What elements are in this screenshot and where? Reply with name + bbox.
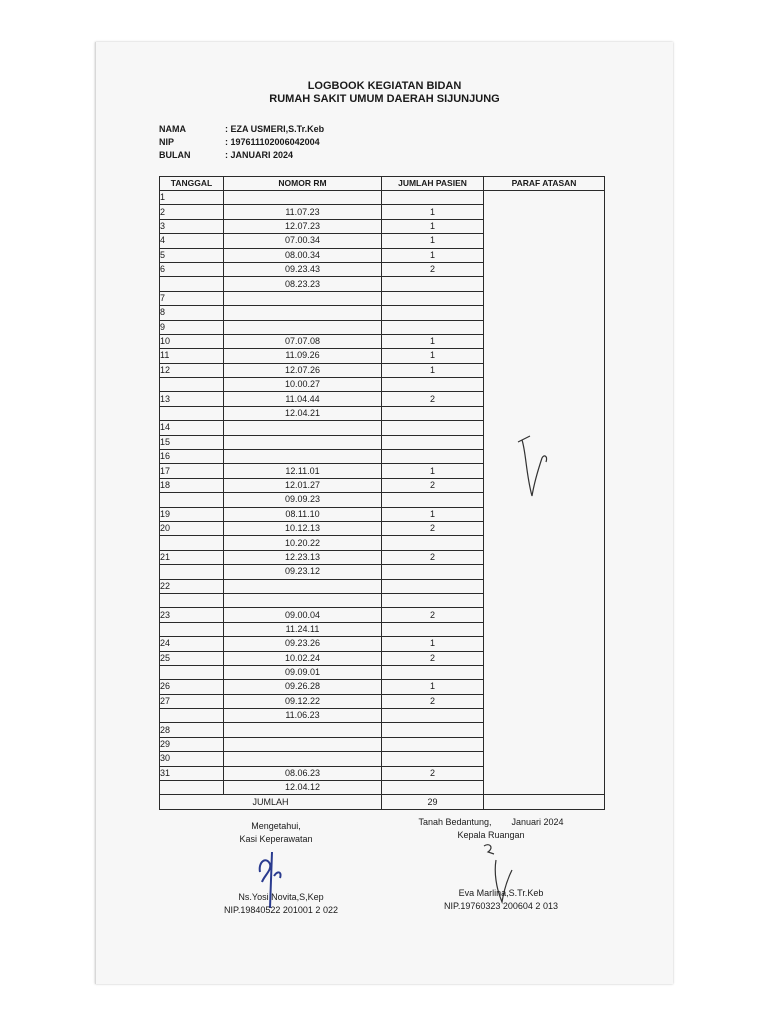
cell-nomor-rm xyxy=(224,291,382,305)
header-tanggal: TANGGAL xyxy=(160,177,224,191)
cell-nomor-rm: 11.07.23 xyxy=(224,205,382,219)
signature-right-heading xyxy=(406,816,576,842)
cell-jumlah-pasien xyxy=(382,752,484,766)
cell-nomor-rm xyxy=(224,450,382,464)
cell-jumlah-pasien xyxy=(382,421,484,435)
cell-tanggal: 9 xyxy=(160,320,224,334)
cell-nomor-rm: 10.00.27 xyxy=(224,378,382,392)
cell-tanggal: 4 xyxy=(160,234,224,248)
cell-jumlah-pasien xyxy=(382,622,484,636)
cell-tanggal: 24 xyxy=(160,637,224,651)
meta-value: : 197611102006042004 xyxy=(225,137,320,147)
document-title xyxy=(96,80,673,106)
meta-row-nip xyxy=(159,136,324,149)
cell-jumlah-pasien xyxy=(382,781,484,795)
cell-tanggal: 29 xyxy=(160,737,224,751)
cell-nomor-rm: 09.23.43 xyxy=(224,262,382,276)
cell-tanggal: 7 xyxy=(160,291,224,305)
cell-tanggal: 28 xyxy=(160,723,224,737)
left-sign-line2: Kasi Keperawatan xyxy=(239,834,313,844)
cell-tanggal: 14 xyxy=(160,421,224,435)
cell-tanggal: 23 xyxy=(160,608,224,622)
cell-nomor-rm xyxy=(224,191,382,205)
meta-value: : EZA USMERI,S.Tr.Keb xyxy=(225,124,325,134)
title-line-2: RUMAH SAKIT UMUM DAERAH SIJUNJUNG xyxy=(269,93,500,105)
cell-jumlah-pasien: 1 xyxy=(382,637,484,651)
cell-nomor-rm xyxy=(224,593,382,607)
cell-jumlah-pasien xyxy=(382,493,484,507)
table-row xyxy=(160,191,605,205)
cell-nomor-rm: 11.24.11 xyxy=(224,622,382,636)
paraf-signature xyxy=(508,434,558,504)
total-label: JUMLAH xyxy=(160,795,382,809)
left-signatory xyxy=(196,891,366,917)
cell-nomor-rm: 11.09.26 xyxy=(224,349,382,363)
cell-jumlah-pasien xyxy=(382,565,484,579)
cell-nomor-rm: 12.23.13 xyxy=(224,550,382,564)
cell-tanggal: 25 xyxy=(160,651,224,665)
cell-nomor-rm xyxy=(224,421,382,435)
right-sign-line2: Kepala Ruangan xyxy=(457,830,525,840)
cell-tanggal: 17 xyxy=(160,464,224,478)
cell-tanggal: 5 xyxy=(160,248,224,262)
cell-nomor-rm xyxy=(224,579,382,593)
cell-tanggal: 22 xyxy=(160,579,224,593)
cell-jumlah-pasien xyxy=(382,536,484,550)
header-nomor-rm: NOMOR RM xyxy=(224,177,382,191)
cell-tanggal: 30 xyxy=(160,752,224,766)
total-row xyxy=(160,795,605,809)
meta-value: : JANUARI 2024 xyxy=(225,150,294,160)
header-paraf-atasan: PARAF ATASAN xyxy=(484,177,605,191)
cell-jumlah-pasien xyxy=(382,593,484,607)
cell-nomor-rm: 12.04.12 xyxy=(224,781,382,795)
cell-nomor-rm xyxy=(224,320,382,334)
logbook-page xyxy=(95,42,673,984)
table-header-row xyxy=(160,177,605,191)
cell-tanggal xyxy=(160,277,224,291)
cell-tanggal: 27 xyxy=(160,694,224,708)
cell-nomor-rm xyxy=(224,752,382,766)
cell-nomor-rm: 08.23.23 xyxy=(224,277,382,291)
cell-tanggal xyxy=(160,665,224,679)
cell-nomor-rm: 08.11.10 xyxy=(224,507,382,521)
cell-jumlah-pasien xyxy=(382,378,484,392)
cell-jumlah-pasien: 2 xyxy=(382,766,484,780)
meta-block xyxy=(159,123,324,162)
left-sign-line1: Mengetahui, xyxy=(251,821,301,831)
cell-tanggal: 11 xyxy=(160,349,224,363)
cell-nomor-rm: 07.07.08 xyxy=(224,334,382,348)
right-signatory xyxy=(416,887,586,913)
cell-jumlah-pasien xyxy=(382,665,484,679)
cell-tanggal: 26 xyxy=(160,680,224,694)
right-signatory-name: Eva Marlina,S.Tr.Keb xyxy=(458,888,544,898)
cell-nomor-rm: 09.09.23 xyxy=(224,493,382,507)
right-signatory-nip: NIP.19760323 200604 2 013 xyxy=(444,901,558,911)
cell-jumlah-pasien xyxy=(382,579,484,593)
cell-nomor-rm: 12.01.27 xyxy=(224,478,382,492)
cell-nomor-rm: 07.00.34 xyxy=(224,234,382,248)
left-signatory-nip: NIP.19840522 201001 2 022 xyxy=(224,905,338,915)
cell-nomor-rm: 09.00.04 xyxy=(224,608,382,622)
cell-nomor-rm: 09.23.12 xyxy=(224,565,382,579)
cell-jumlah-pasien xyxy=(382,435,484,449)
cell-jumlah-pasien: 2 xyxy=(382,521,484,535)
meta-row-nama xyxy=(159,123,324,136)
cell-jumlah-pasien: 1 xyxy=(382,680,484,694)
cell-jumlah-pasien: 1 xyxy=(382,349,484,363)
cell-nomor-rm: 09.23.26 xyxy=(224,637,382,651)
total-paraf-cell xyxy=(484,795,605,809)
cell-tanggal: 3 xyxy=(160,219,224,233)
cell-nomor-rm: 12.04.21 xyxy=(224,406,382,420)
cell-nomor-rm xyxy=(224,723,382,737)
total-value: 29 xyxy=(382,795,484,809)
cell-nomor-rm xyxy=(224,737,382,751)
cell-nomor-rm: 10.20.22 xyxy=(224,536,382,550)
cell-jumlah-pasien: 2 xyxy=(382,478,484,492)
cell-tanggal xyxy=(160,406,224,420)
right-sign-line1: Tanah Bedantung, Januari 2024 xyxy=(418,817,564,827)
cell-tanggal xyxy=(160,781,224,795)
cell-jumlah-pasien xyxy=(382,291,484,305)
cell-tanggal: 18 xyxy=(160,478,224,492)
cell-nomor-rm xyxy=(224,306,382,320)
cell-tanggal xyxy=(160,536,224,550)
cell-nomor-rm: 12.07.26 xyxy=(224,363,382,377)
cell-nomor-rm: 09.26.28 xyxy=(224,680,382,694)
title-line-1: LOGBOOK KEGIATAN BIDAN xyxy=(307,80,462,92)
cell-jumlah-pasien: 2 xyxy=(382,608,484,622)
cell-jumlah-pasien: 1 xyxy=(382,248,484,262)
cell-jumlah-pasien xyxy=(382,320,484,334)
cell-nomor-rm xyxy=(224,435,382,449)
cell-jumlah-pasien xyxy=(382,277,484,291)
cell-jumlah-pasien: 1 xyxy=(382,507,484,521)
cell-tanggal: 1 xyxy=(160,191,224,205)
cell-tanggal: 12 xyxy=(160,363,224,377)
cell-nomor-rm: 12.07.23 xyxy=(224,219,382,233)
cell-jumlah-pasien: 2 xyxy=(382,550,484,564)
cell-tanggal: 19 xyxy=(160,507,224,521)
cell-jumlah-pasien: 1 xyxy=(382,219,484,233)
cell-nomor-rm: 11.04.44 xyxy=(224,392,382,406)
cell-tanggal xyxy=(160,565,224,579)
meta-key: NAMA xyxy=(159,124,186,134)
cell-jumlah-pasien xyxy=(382,306,484,320)
cell-tanggal: 13 xyxy=(160,392,224,406)
cell-nomor-rm: 11.06.23 xyxy=(224,709,382,723)
left-signatory-name: Ns.Yosi Novita,S,Kep xyxy=(238,892,324,902)
cell-jumlah-pasien xyxy=(382,737,484,751)
cell-nomor-rm: 08.00.34 xyxy=(224,248,382,262)
cell-nomor-rm: 10.02.24 xyxy=(224,651,382,665)
cell-tanggal xyxy=(160,709,224,723)
cell-jumlah-pasien: 1 xyxy=(382,363,484,377)
cell-tanggal: 10 xyxy=(160,334,224,348)
cell-tanggal xyxy=(160,593,224,607)
cell-nomor-rm: 08.06.23 xyxy=(224,766,382,780)
cell-jumlah-pasien xyxy=(382,723,484,737)
cell-nomor-rm: 09.12.22 xyxy=(224,694,382,708)
cell-tanggal: 20 xyxy=(160,521,224,535)
cell-jumlah-pasien: 2 xyxy=(382,694,484,708)
cell-tanggal: 6 xyxy=(160,262,224,276)
cell-nomor-rm: 09.09.01 xyxy=(224,665,382,679)
cell-jumlah-pasien: 2 xyxy=(382,392,484,406)
cell-jumlah-pasien: 1 xyxy=(382,464,484,478)
cell-tanggal xyxy=(160,493,224,507)
cell-tanggal: 15 xyxy=(160,435,224,449)
meta-row-bulan xyxy=(159,149,324,162)
cell-tanggal xyxy=(160,378,224,392)
cell-jumlah-pasien: 1 xyxy=(382,334,484,348)
meta-key: NIP xyxy=(159,137,175,147)
cell-jumlah-pasien: 2 xyxy=(382,262,484,276)
meta-key: BULAN xyxy=(159,150,191,160)
header-jumlah-pasien: JUMLAH PASIEN xyxy=(382,177,484,191)
cell-jumlah-pasien: 2 xyxy=(382,651,484,665)
cell-jumlah-pasien: 1 xyxy=(382,205,484,219)
cell-tanggal: 8 xyxy=(160,306,224,320)
cell-jumlah-pasien: 1 xyxy=(382,234,484,248)
cell-tanggal: 31 xyxy=(160,766,224,780)
cell-nomor-rm: 12.11.01 xyxy=(224,464,382,478)
cell-tanggal: 2 xyxy=(160,205,224,219)
cell-tanggal: 21 xyxy=(160,550,224,564)
cell-jumlah-pasien xyxy=(382,191,484,205)
cell-tanggal xyxy=(160,622,224,636)
cell-jumlah-pasien xyxy=(382,709,484,723)
cell-nomor-rm: 10.12.13 xyxy=(224,521,382,535)
cell-tanggal: 16 xyxy=(160,450,224,464)
cell-jumlah-pasien xyxy=(382,450,484,464)
cell-jumlah-pasien xyxy=(382,406,484,420)
